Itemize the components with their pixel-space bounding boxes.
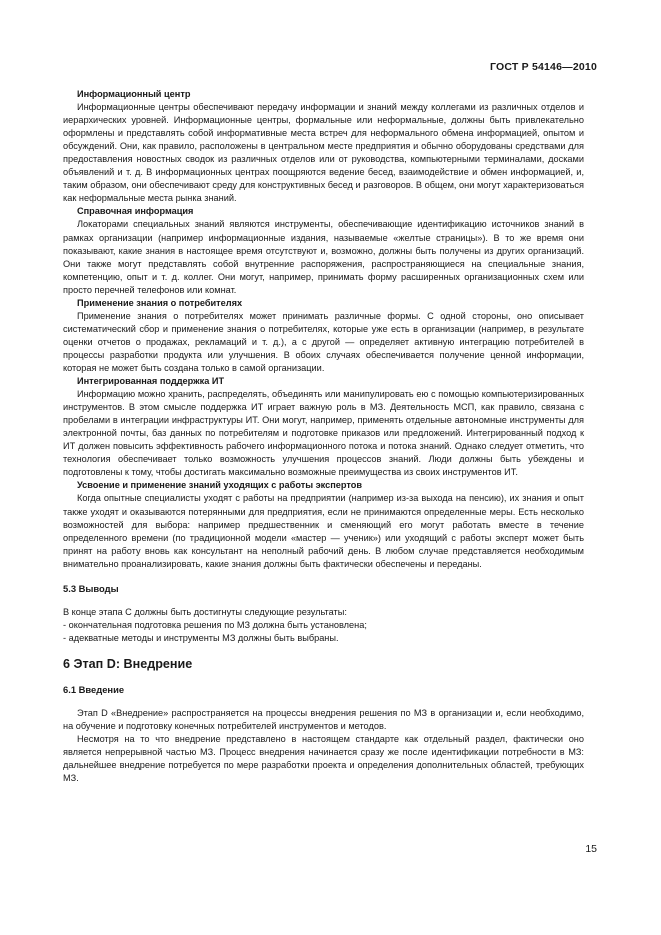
- paragraph-conclusions-intro: В конце этапа С должны быть достигнуты следующие результаты:: [63, 606, 347, 617]
- paragraph-reference: Локаторами специальных знаний являются инструменты, обеспечивающие идентификацию источников знаний в рамках организации (например информационные издания, называемые «желтые страницы»). В то же время они показывают, какие знания в настоящее время отсутствуют и, возможно, должны быть получены из других организаций. Они также могут представлять собой внутренние распоряжения, распространяющиеся на специальные знания, компетенцию, опыт и т. д. коллег. Они могут, например, принимать форму расширенных организационных схем или просто перечней телефонов или комнат.: [63, 219, 584, 295]
- paragraph-expert-knowledge: Когда опытные специалисты уходят с работы на предприятии (например из-за выхода на пенсию), их знания и опыт также уходят и оказываются потерянными для предприятия, если не принимаются определенные меры. Есть несколько возможностей для выбора: например предшественник и сменяющий его могут работать вместе в течение определенного времени (по традиционной модели «мастер — ученик») или уходящий с работы эксперт может быть принят на работу вновь как консультант на неполный рабочий день. В любом случае представляется необходимым внимательно проанализировать, какие знания должны быть фактически обеспечены и переданы.: [63, 493, 584, 569]
- page-number: 15: [585, 843, 597, 855]
- heading-consumer-knowledge: Применение знания о потребителях: [77, 297, 243, 308]
- heading-info-center: Информационный центр: [77, 89, 191, 99]
- standard-designation: ГОСТ Р 54146—2010: [489, 61, 597, 73]
- paragraph-info-center: Информационные центры обеспечивают передачу информации и знаний между коллегами из различных отделов и иерархических уровней. Информационные центры, формальные или неформальные, должны быть привлекательно оформлены и представлять собой информативные места встреч для неформального обмена информацией, опытом и обсуждений. Они, как правило, расположены в центральном месте предприятия и обычно оборудованы средствами для предоставления новостных сводок из различных отделов или от руководства, компьютерными терминалами, досками объявлений и т. д. В информационных центрах поощряются ведение бесед, взаимодействие и обмен информацией, и, таким образом, они обеспечивают среду для конструктивных бесед и разговоров. В общем, они могут характеризоваться как неформальные места рынка знаний.: [63, 102, 584, 204]
- paragraph-introduction-2: Несмотря на то что внедрение представлено в настоящем стандарте как отдельный раздел, фактически оно является непрерывной частью МЗ. Процесс внедрения начинается сразу же после идентификации потребности в МЗ: дальнейшее внедрение потребуется по мере разработки проекта и определения дополнительных областей, требующих МЗ.: [63, 733, 584, 784]
- heading-it-support: Интегрированная поддержка ИТ: [77, 376, 225, 387]
- list-item: - адекватные методы и инструменты МЗ должны быть выбраны.: [63, 632, 584, 645]
- page-content: [63, 88, 584, 785]
- heading-introduction: 6.1 Введение: [63, 683, 125, 695]
- heading-conclusions: 5.3 Выводы: [63, 582, 119, 594]
- paragraph-it-support: Информацию можно хранить, распределять, объединять или манипулировать ею с помощью компьютеризированных инструментов. В этом смысле поддержка ИТ играет важную роль в МЗ. Деятельность МСП, как правило, связана с пробелами в интеграции инфраструктуры ИТ. Они могут, например, применять отдельные автономные инструменты для электронной почты, баз данных по потребителям и подготовке приказов или предложений. Интегрированный подход к ИТ должен повысить эффективность рабочего информационного потока и потока знаний. Однако следует отметить, что технология обеспечивает только возможность улучшения процессов знаний. Люди должны быть убеждены и подготовлены к тому, чтобы достигать максимально возможные преимущества из своих инструментов ИТ.: [63, 389, 584, 478]
- paragraph-introduction-1: Этап D «Внедрение» распространяется на процессы внедрения решения по МЗ в организации и, если необходимо, на обучение и подготовку конечных потребителей инструментов и методов.: [63, 707, 584, 731]
- heading-expert-knowledge: Усвоение и применение знаний уходящих с работы экспертов: [77, 480, 363, 491]
- conclusions-list: [63, 619, 584, 645]
- heading-reference: Справочная информация: [77, 206, 194, 217]
- heading-stage-d: 6 Этап D: Внедрение: [63, 656, 193, 671]
- list-item: - окончательная подготовка решения по МЗ должна быть установлена;: [63, 619, 584, 632]
- paragraph-consumer-knowledge: Применение знания о потребителях может принимать различные формы. С одной стороны, оно описывает систематический сбор и применение знания о потребителях, которые уже есть в организации (например, в результате оценки отчетов о продажах, рекламаций и т. д.), а с другой — определяет активную интеграцию потребителей в процессы разработки продукта или улучшения. В обоих случаях обеспечивается получение ценной информации, которая не может быть создана только в самой организации.: [63, 310, 584, 373]
